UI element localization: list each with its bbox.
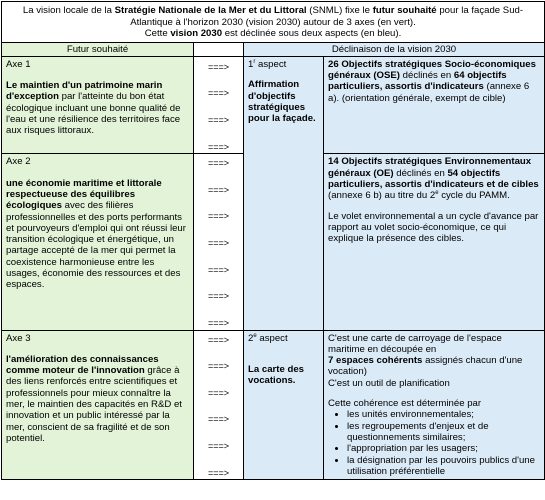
arrow: ===> — [207, 387, 230, 398]
arrow: ===> — [207, 115, 230, 126]
aspect2-cell — [244, 330, 324, 480]
ose-text-2: (annexe 6 a). (orientation générale, exempt de cible) — [328, 81, 530, 104]
axe3-arrows — [194, 330, 244, 480]
oe-bold-1: 14 Objectifs stratégiques Environnementaux généraux (OE) — [328, 156, 532, 179]
axe1-label: Axe 1 — [6, 58, 31, 70]
arrow: ===> — [207, 238, 230, 249]
intro-text-4: Cette — [144, 28, 171, 39]
header-row — [2, 42, 545, 56]
carte-line-4: Cette cohérence est déterminée par — [328, 398, 482, 410]
carte-line-3: C'est un outil de planification — [328, 377, 450, 389]
arrow: ===> — [207, 361, 230, 372]
header-futur: Futur souhaité — [2, 42, 194, 56]
aspect1-title: Affirmation d'objectifs stratégiques pour la façade. — [248, 79, 316, 125]
intro-row — [2, 2, 545, 43]
axe1-cell — [2, 56, 194, 153]
bullet-item: • la désignation par les pouvoirs publics d'une utilisation préférentielle — [347, 455, 540, 478]
aspect2-label: 2e aspect — [248, 332, 288, 344]
axe1-row — [2, 56, 545, 153]
axe1-bold: Le maintien d'un patrimoine marin d'exception — [6, 80, 163, 103]
oe-paragraph-2: Le volet environnemental a un cycle d'avance par rapport au volet socio-économique, ce qui explique la présence des cibles. — [328, 210, 539, 245]
carte-line-1: C'est une carte de carroyage de l'espace maritime en découpée en — [328, 332, 502, 355]
oe-text-3: cycle du PAMM. — [438, 190, 510, 202]
ose-cell — [324, 56, 545, 153]
axe2-bold: une économie maritime et littorale respectueuse des équilibres écologiques — [6, 177, 162, 212]
axe3-cell — [2, 330, 194, 480]
arrow: ===> — [207, 211, 230, 222]
arrow: ===> — [207, 414, 230, 425]
bullet-item: • les unités environnementales; — [347, 409, 540, 420]
intro-vision: vision 2030 — [170, 28, 223, 39]
axe1-text: par l'atteinte du bon état écologique incluant une bonne qualité de l'eau et une résilience des territoires face aux risques littoraux. — [6, 91, 181, 137]
arrow: ===> — [207, 141, 230, 152]
arrow: ===> — [207, 291, 230, 302]
arrow: ===> — [207, 61, 230, 72]
oe-text-1: déclinés en — [393, 167, 448, 179]
arrow: ===> — [207, 334, 230, 345]
intro-text-1: La vision locale de la — [22, 5, 115, 16]
vision-table — [1, 1, 545, 480]
aspect1-label: 1$^r$ aspect — [248, 58, 287, 70]
aspect2-title: La carte des vocations. — [248, 364, 304, 387]
arrow: ===> — [207, 158, 230, 169]
axe3-label: Axe 3 — [6, 332, 31, 344]
oe-text-2: (annexe 6 b) au titre du 2 — [328, 190, 436, 202]
axe3-bold: l'amélioration des connaissances comme moteur de l'innovation — [6, 353, 159, 377]
intro-text-2: (SNML) fixe le — [306, 5, 373, 16]
oe-bold-2: 54 objectifs particuliers, assortis d'indicateurs et de cibles — [328, 167, 539, 190]
ose-bold-2: 64 objectifs particuliers, assortis d'indicateurs — [328, 70, 507, 93]
axe1-arrows — [194, 56, 244, 153]
arrow: ===> — [207, 467, 230, 478]
axe2-cell — [2, 154, 194, 330]
intro-text-5: est déclinée sous deux aspects (en bleu). — [222, 28, 402, 39]
arrow: ===> — [207, 184, 230, 195]
axe2-text: avec des filières professionnelles et des ports performants et pourvoyeurs d'emploi qui ont réussi leur transition écologique et énergétique, un partage accepté de la mer qui permet la coexistence harmonieuse entre les usages, économie des ressources et des espaces. — [6, 200, 186, 291]
ose-text-1: déclinés en — [399, 70, 454, 82]
intro-cell — [2, 2, 545, 43]
oe-cell — [324, 154, 545, 330]
ose-bold-1: 26 Objectifs stratégiques Socio-économiques généraux (OSE) — [328, 58, 536, 82]
carte-line-2: 7 espaces cohérents assignés chacun d'une vocation) — [328, 355, 523, 378]
axe2-label: Axe 2 — [6, 156, 31, 168]
intro-snml: Stratégie Nationale de la Mer et du Littoral — [114, 5, 307, 16]
bullet-item: • les regroupements d'enjeux et de questionnements similaires; — [347, 421, 540, 444]
intro-futur: futur souhaité — [372, 5, 437, 16]
carte-cell — [324, 330, 545, 480]
arrow: ===> — [207, 440, 230, 451]
header-spacer — [194, 42, 244, 56]
oe-sup: e — [435, 190, 439, 197]
header-declinaison: Déclinaison de la vision 2030 — [244, 42, 545, 56]
arrow: ===> — [207, 264, 230, 275]
arrow: ===> — [207, 88, 230, 99]
intro-text-3: pour la façade Sud-Atlantique à l'horizon 2030 (vision 2030) autour de 3 axes (en vert). — [130, 5, 524, 28]
arrow: ===> — [207, 317, 230, 328]
axe3-row — [2, 330, 545, 480]
carte-bullets — [328, 409, 540, 477]
axe2-arrows — [194, 154, 244, 330]
bullet-item: • l'appropriation par les usagers; — [347, 443, 540, 454]
aspect1-cell — [244, 56, 324, 330]
axe3-text: grâce à des liens renforcés entre scientifiques et professionnels pour mieux connaître la mer, le maintien des capacités en R&D et innovation et un public intéressé par la mer, conscient de sa fragilité et de son potentiel. — [6, 365, 182, 445]
